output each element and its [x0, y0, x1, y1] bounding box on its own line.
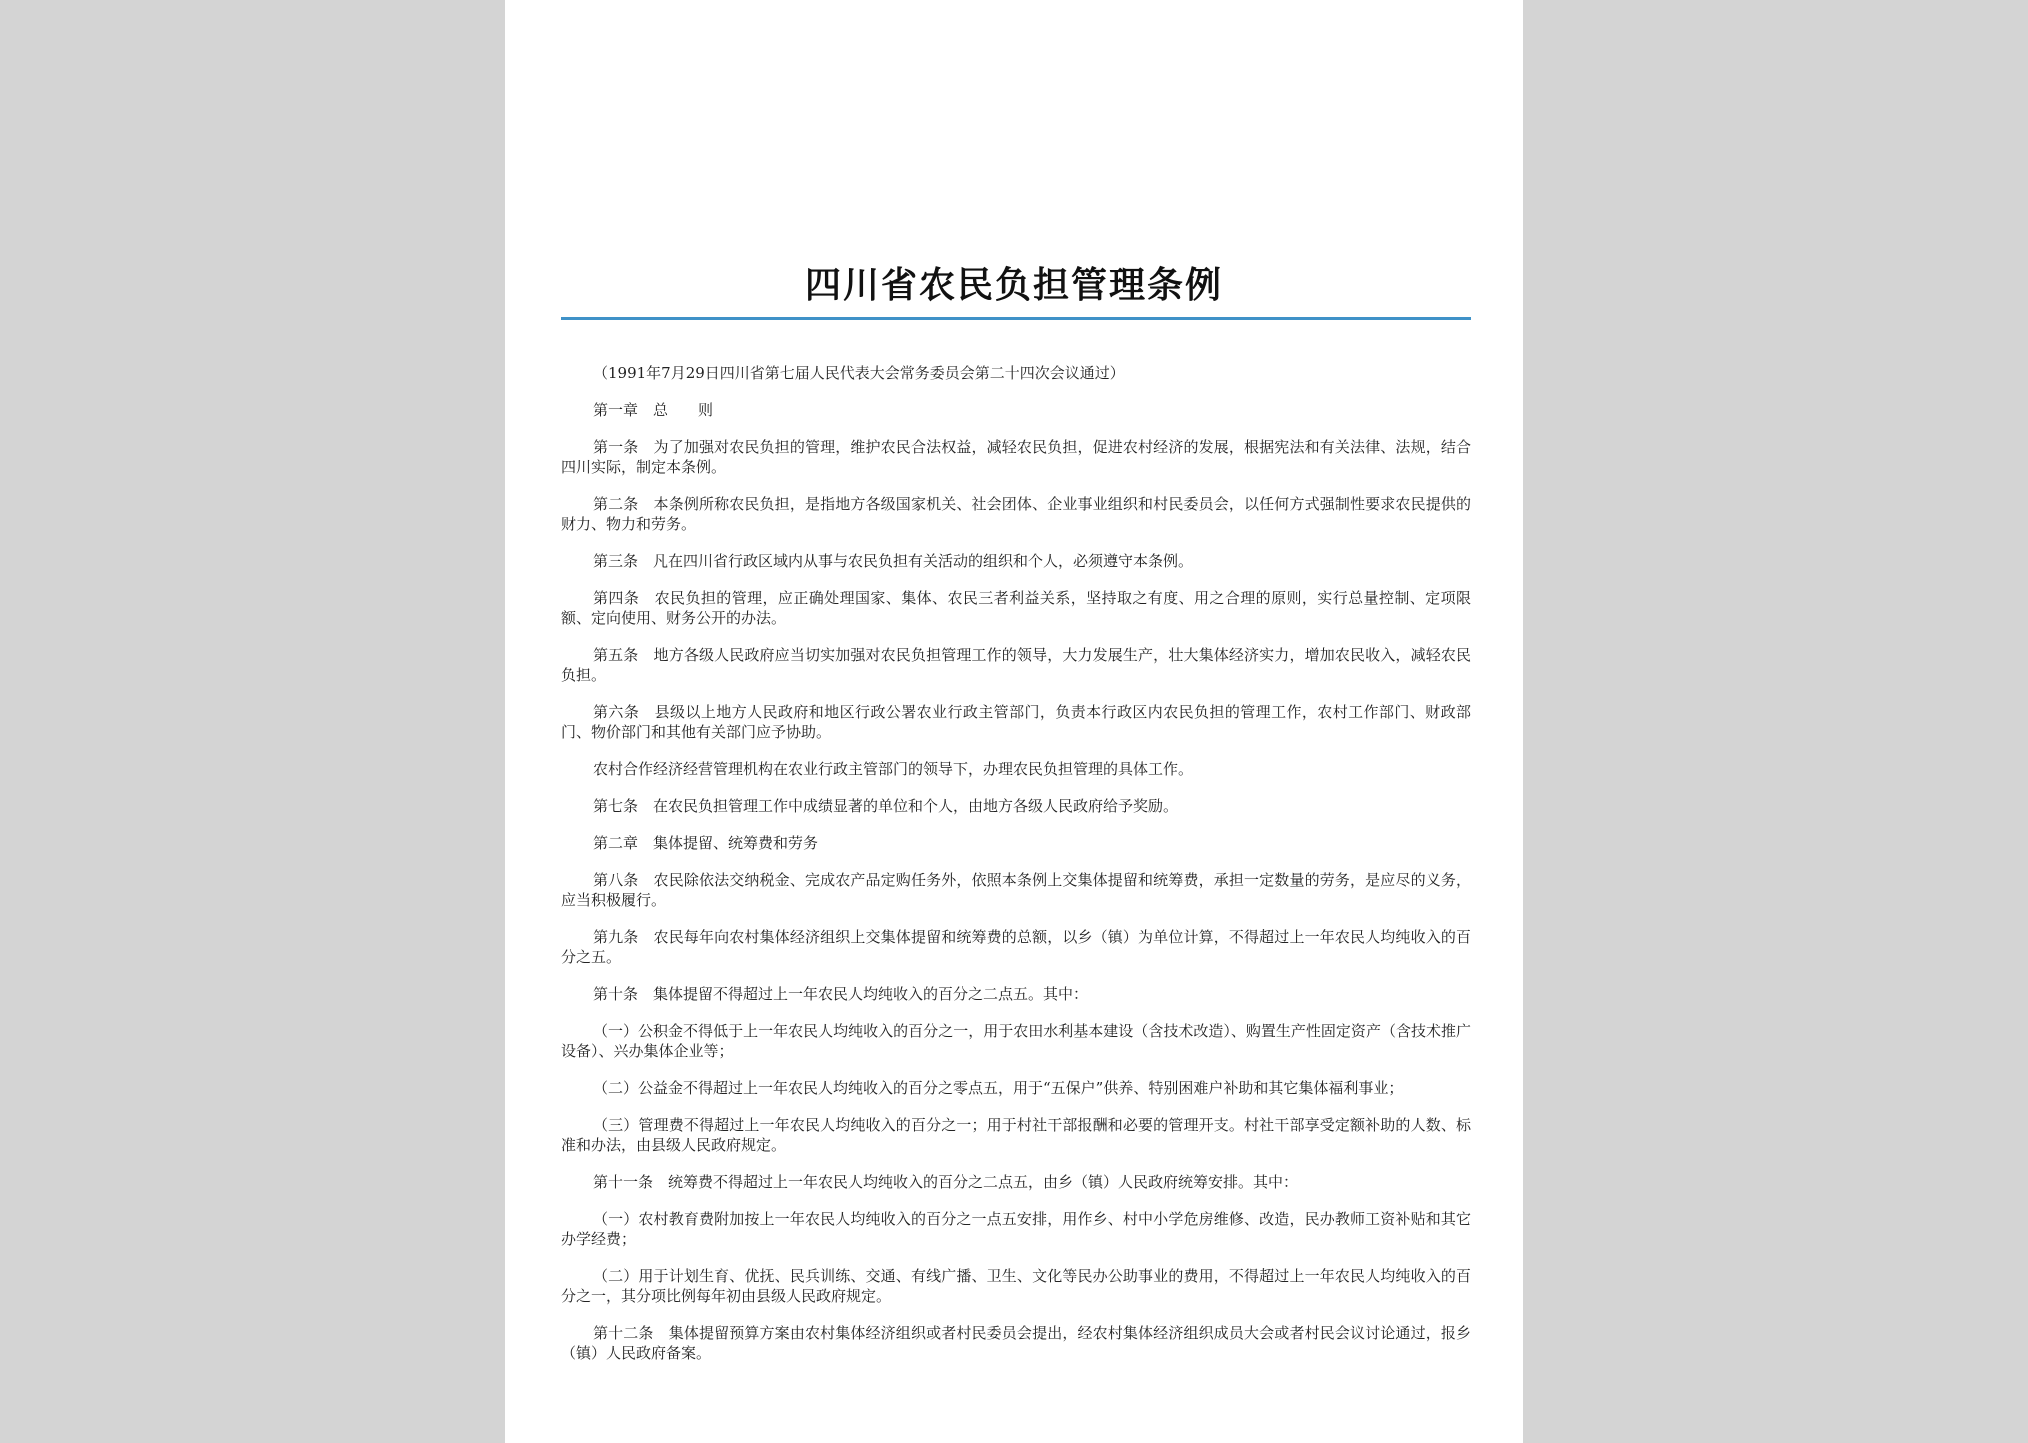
document-body	[561, 363, 1471, 1380]
document-page	[505, 0, 1523, 1443]
article-paragraph: （三）管理费不得超过上一年农民人均纯收入的百分之一；用于村社干部报酬和必要的管理开支。村社干部享受定额补助的人数、标准和办法，由县级人民政府规定。	[561, 1116, 1471, 1154]
article-paragraph: 第三条 凡在四川省行政区域内从事与农民负担有关活动的组织和个人，必须遵守本条例。	[593, 552, 1194, 570]
chapter-heading: 第二章 集体提留、统筹费和劳务	[593, 834, 819, 852]
article-paragraph: 第十二条 集体提留预算方案由农村集体经济组织或者村民委员会提出，经农村集体经济组织成员大会或者村民会议讨论通过，报乡（镇）人民政府备案。	[561, 1324, 1471, 1362]
article-paragraph: 第七条 在农民负担管理工作中成绩显著的单位和个人，由地方各级人民政府给予奖励。	[593, 797, 1179, 815]
article-paragraph: 第五条 地方各级人民政府应当切实加强对农民负担管理工作的领导，大力发展生产，壮大集体经济实力，增加农民收入，减轻农民负担。	[561, 646, 1471, 684]
document-title: 四川省农民负担管理条例	[804, 265, 1223, 306]
article-paragraph: 第九条 农民每年向农村集体经济组织上交集体提留和统筹费的总额，以乡（镇）为单位计算，不得超过上一年农民人均纯收入的百分之五。	[561, 928, 1471, 966]
article-paragraph: 第六条 县级以上地方人民政府和地区行政公署农业行政主管部门，负责本行政区内农民负担的管理工作，农村工作部门、财政部门、物价部门和其他有关部门应予协助。	[561, 703, 1471, 741]
article-paragraph: 第四条 农民负担的管理，应正确处理国家、集体、农民三者利益关系，坚持取之有度、用之合理的原则，实行总量控制、定项限额、定向使用、财务公开的办法。	[561, 589, 1471, 627]
chapter-heading: 第一章 总 则	[593, 401, 714, 419]
adoption-note: （1991年7月29日四川省第七届人民代表大会常务委员会第二十四次会议通过）	[593, 364, 1125, 382]
article-paragraph: 第二条 本条例所称农民负担，是指地方各级国家机关、社会团体、企业事业组织和村民委员会，以任何方式强制性要求农民提供的财力、物力和劳务。	[561, 495, 1471, 533]
article-paragraph: （一）农村教育费附加按上一年农民人均纯收入的百分之一点五安排，用作乡、村中小学危房维修、改造，民办教师工资补贴和其它办学经费；	[561, 1210, 1471, 1248]
article-paragraph: 第十一条 统筹费不得超过上一年农民人均纯收入的百分之二点五，由乡（镇）人民政府统筹安排。其中：	[593, 1173, 1299, 1191]
article-paragraph: 农村合作经济经营管理机构在农业行政主管部门的领导下，办理农民负担管理的具体工作。	[593, 760, 1194, 778]
article-paragraph: （一）公积金不得低于上一年农民人均纯收入的百分之一，用于农田水利基本建设（含技术改造）、购置生产性固定资产（含技术推广设备）、兴办集体企业等；	[561, 1022, 1471, 1060]
article-paragraph: （二）用于计划生育、优抚、民兵训练、交通、有线广播、卫生、文化等民办公助事业的费用，不得超过上一年农民人均纯收入的百分之一，其分项比例每年初由县级人民政府规定。	[561, 1267, 1471, 1305]
article-paragraph: （二）公益金不得超过上一年农民人均纯收入的百分之零点五，用于“五保户”供养、特别困难户补助和其它集体福利事业；	[593, 1079, 1404, 1097]
article-paragraph: 第十条 集体提留不得超过上一年农民人均纯收入的百分之二点五。其中：	[593, 985, 1089, 1003]
article-paragraph: 第一条 为了加强对农民负担的管理，维护农民合法权益，减轻农民负担，促进农村经济的发展，根据宪法和有关法律、法规，结合四川实际，制定本条例。	[561, 438, 1471, 476]
article-paragraph: 第八条 农民除依法交纳税金、完成农产品定购任务外，依照本条例上交集体提留和统筹费，承担一定数量的劳务，是应尽的义务，应当积极履行。	[561, 871, 1471, 909]
title-divider	[561, 317, 1471, 320]
